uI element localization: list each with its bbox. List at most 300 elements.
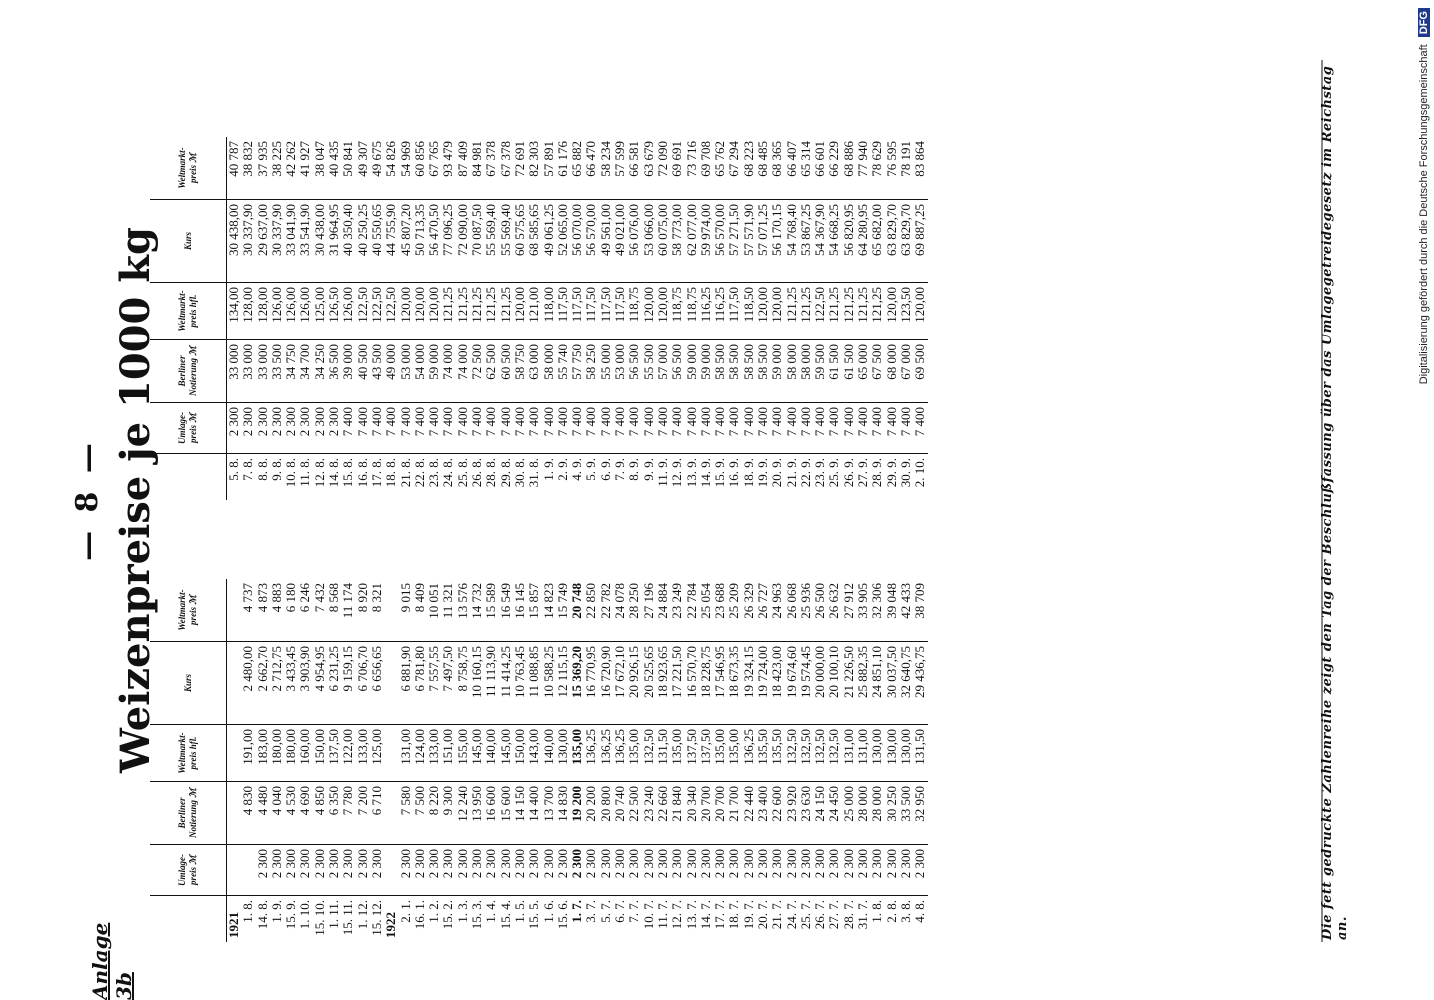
column-header-umlage: Umlage- preis ℳ — [150, 403, 227, 454]
cell-umlage: 2 300 — [270, 403, 284, 454]
table-row — [542, 579, 556, 942]
table-row — [227, 137, 242, 500]
cell-berliner: 36 500 — [327, 340, 341, 403]
cell-umlage: 2 300 — [284, 845, 298, 896]
table-row — [313, 579, 327, 942]
cell-welt: 42 433 — [899, 579, 913, 642]
cell-berliner: 54 000 — [413, 340, 427, 403]
table-row — [827, 137, 841, 500]
cell-umlage: 2 300 — [685, 845, 699, 896]
cell-kurs: 29 436,75 — [913, 642, 927, 725]
cell-welt: 15 857 — [527, 579, 541, 642]
cell-kurs: 54 768,40 — [785, 200, 799, 283]
table-row — [599, 137, 613, 500]
table-row — [256, 137, 270, 500]
cell-kurs: 15 369,20 — [570, 642, 584, 725]
cell-umlage: 2 300 — [513, 845, 527, 896]
cell-kurs: 30 438,00 — [313, 200, 327, 283]
cell-berliner: 58 250 — [584, 340, 598, 403]
cell-hfl: 117,50 — [556, 283, 570, 340]
cell-welt: 54 969 — [399, 137, 413, 200]
table-row — [756, 579, 770, 942]
cell-kurs: 16 570,70 — [685, 642, 699, 725]
cell-kurs: 6 881,90 — [399, 642, 413, 725]
cell-welt: 78 629 — [870, 137, 884, 200]
cell-kurs: 63 829,70 — [885, 200, 899, 283]
cell-welt: 67 294 — [727, 137, 741, 200]
cell-welt: 41 927 — [298, 137, 312, 200]
cell-umlage: 2 300 — [842, 845, 856, 896]
table-row — [613, 137, 627, 500]
cell-hfl — [227, 725, 242, 782]
cell-berliner: 15 600 — [499, 782, 513, 845]
table-row — [770, 137, 784, 500]
cell-hfl: 135,50 — [770, 725, 784, 782]
cell-kurs: 11 113,90 — [484, 642, 498, 725]
cell-kurs: 2 662,70 — [256, 642, 270, 725]
table-row — [356, 137, 370, 500]
cell-berliner: 14 830 — [556, 782, 570, 845]
cell-kurs: 44 755,90 — [384, 200, 398, 283]
cell-date: 1. 7. — [569, 900, 585, 923]
table-row — [613, 579, 627, 942]
cell-kurs: 57 271,50 — [727, 200, 741, 283]
cell-kurs: 54 668,25 — [827, 200, 841, 283]
table-row — [470, 137, 484, 500]
cell-berliner: 60 500 — [499, 340, 513, 403]
cell-berliner: 28 000 — [870, 782, 884, 845]
cell-kurs: 31 964,95 — [327, 200, 341, 283]
cell-welt: 66 581 — [627, 137, 641, 200]
cell-hfl: 118,75 — [627, 283, 641, 340]
cell-date: 1. 9. — [540, 458, 556, 481]
cell-date: 14. 8. — [326, 458, 342, 488]
cell-berliner: 62 500 — [484, 340, 498, 403]
cell-umlage: 7 400 — [870, 403, 884, 454]
cell-kurs: 65 682,00 — [870, 200, 884, 283]
cell-umlage: 7 400 — [613, 403, 627, 454]
cell-berliner: 68 000 — [885, 340, 899, 403]
cell-date: 6. 7. — [612, 900, 628, 923]
table-row — [441, 579, 455, 942]
cell-umlage: 2 300 — [785, 845, 799, 896]
cell-hfl: 135,00 — [727, 725, 741, 782]
appendix-label: Anlage 3b — [88, 922, 136, 1000]
cell-berliner: 57 000 — [656, 340, 670, 403]
cell-umlage: 7 400 — [599, 403, 613, 454]
table-row — [298, 137, 312, 500]
cell-berliner: 55 500 — [642, 340, 656, 403]
cell-date: 15. 5. — [526, 900, 542, 930]
cell-berliner: 21 700 — [727, 782, 741, 845]
cell-hfl: 117,50 — [613, 283, 627, 340]
cell-date: 5. 9. — [583, 458, 599, 481]
cell-welt: 20 748 — [570, 579, 584, 642]
cell-berliner: 55 740 — [556, 340, 570, 403]
cell-berliner: 33 500 — [899, 782, 913, 845]
cell-kurs — [384, 642, 398, 725]
table-row — [870, 579, 884, 942]
cell-hfl: 130,00 — [556, 725, 570, 782]
cell-umlage: 2 300 — [399, 845, 413, 896]
cell-umlage: 7 400 — [699, 403, 713, 454]
cell-hfl: 122,50 — [356, 283, 370, 340]
cell-hfl: 120,00 — [913, 283, 927, 340]
cell-hfl: 131,50 — [656, 725, 670, 782]
table-row — [399, 137, 413, 500]
cell-umlage: 2 300 — [370, 845, 384, 896]
cell-hfl: 116,25 — [713, 283, 727, 340]
table-row — [642, 137, 656, 500]
cell-berliner: 53 000 — [399, 340, 413, 403]
cell-date: 2. 1. — [397, 900, 413, 923]
cell-date: 31. 8. — [526, 458, 542, 488]
cell-date: 29. 9. — [883, 458, 899, 488]
cell-umlage: 7 400 — [513, 403, 527, 454]
cell-welt: 69 708 — [699, 137, 713, 200]
cell-berliner: 22 660 — [656, 782, 670, 845]
cell-hfl: 120,00 — [427, 283, 441, 340]
cell-berliner: 22 440 — [742, 782, 756, 845]
table-row — [313, 137, 327, 500]
cell-berliner: 34 700 — [298, 340, 312, 403]
cell-umlage: 2 300 — [670, 845, 684, 896]
column-header-date — [150, 896, 227, 943]
cell-date: 20. 9. — [769, 458, 785, 488]
cell-hfl: 133,00 — [427, 725, 441, 782]
table-row — [270, 579, 284, 942]
cell-kurs: 56 570,00 — [713, 200, 727, 283]
cell-date: 1. 5. — [511, 900, 527, 923]
cell-umlage: 7 400 — [527, 403, 541, 454]
cell-umlage: 7 400 — [570, 403, 584, 454]
cell-kurs: 10 160,15 — [470, 642, 484, 725]
table-row — [656, 579, 670, 942]
cell-hfl: 140,00 — [484, 725, 498, 782]
cell-kurs: 19 674,60 — [785, 642, 799, 725]
cell-hfl: 145,00 — [499, 725, 513, 782]
cell-welt: 40 787 — [227, 137, 242, 200]
cell-umlage: 7 400 — [785, 403, 799, 454]
cell-umlage: 7 400 — [856, 403, 870, 454]
cell-date: 12. 7. — [669, 900, 685, 930]
cell-kurs: 30 337,90 — [270, 200, 284, 283]
table-row — [827, 579, 841, 942]
digitization-text: Digitalisierung gefördert durch die Deutsche Forschungsgemeinschaft — [1418, 44, 1430, 385]
cell-welt: 93 479 — [441, 137, 455, 200]
cell-kurs: 2 712,75 — [270, 642, 284, 725]
cell-hfl: 123,50 — [899, 283, 913, 340]
cell-umlage — [227, 845, 242, 896]
cell-welt: 38 709 — [913, 579, 927, 642]
cell-welt: 7 432 — [313, 579, 327, 642]
cell-berliner: 67 000 — [899, 340, 913, 403]
cell-hfl: 134,00 — [227, 283, 242, 340]
cell-welt: 26 632 — [827, 579, 841, 642]
cell-date: 24. 7. — [783, 900, 799, 930]
cell-berliner: 16 600 — [484, 782, 498, 845]
cell-berliner: 13 950 — [470, 782, 484, 845]
cell-berliner: 8 220 — [427, 782, 441, 845]
cell-kurs: 6 706,70 — [356, 642, 370, 725]
table-row — [770, 579, 784, 942]
cell-date: 21. 9. — [783, 458, 799, 488]
cell-hfl: 122,00 — [341, 725, 355, 782]
cell-date: 2. 9. — [554, 458, 570, 481]
cell-kurs: 19 324,15 — [742, 642, 756, 725]
cell-umlage: 7 400 — [441, 403, 455, 454]
cell-berliner: 13 700 — [542, 782, 556, 845]
cell-welt: 4 737 — [241, 579, 255, 642]
cell-kurs — [227, 642, 242, 725]
cell-welt: 26 727 — [756, 579, 770, 642]
cell-kurs: 6 231,25 — [327, 642, 341, 725]
cell-berliner: 33 000 — [241, 340, 255, 403]
cell-umlage: 2 300 — [413, 845, 427, 896]
cell-kurs: 8 758,75 — [456, 642, 470, 725]
cell-umlage: 2 300 — [556, 845, 570, 896]
cell-welt: 69 691 — [670, 137, 684, 200]
cell-date: 15. 10. — [311, 900, 327, 936]
table-row — [542, 137, 556, 500]
cell-kurs: 11 088,85 — [527, 642, 541, 725]
table-row — [785, 579, 799, 942]
cell-umlage: 7 400 — [584, 403, 598, 454]
cell-berliner: 55 000 — [599, 340, 613, 403]
cell-berliner: 4 690 — [298, 782, 312, 845]
cell-date: 1. 10. — [297, 900, 313, 930]
table-row — [570, 579, 584, 942]
column-header-umlage: Umlage- preis ℳ — [150, 845, 227, 896]
cell-umlage: 7 400 — [642, 403, 656, 454]
column-header-weltmarkt_hfl: Weltmarkt- preis hfl. — [150, 725, 227, 782]
cell-hfl: 151,00 — [441, 725, 455, 782]
cell-kurs: 18 673,35 — [727, 642, 741, 725]
cell-kurs: 72 090,00 — [456, 200, 470, 283]
cell-welt: 16 549 — [499, 579, 513, 642]
cell-kurs: 55 569,40 — [484, 200, 498, 283]
cell-hfl: 120,00 — [656, 283, 670, 340]
cell-berliner: 65 000 — [856, 340, 870, 403]
cell-welt: 25 936 — [799, 579, 813, 642]
cell-berliner: 24 150 — [813, 782, 827, 845]
cell-date: 7. 9. — [612, 458, 628, 481]
cell-hfl: 135,00 — [570, 725, 584, 782]
cell-date: 17. 7. — [712, 900, 728, 930]
cell-berliner: 34 750 — [284, 340, 298, 403]
cell-date: 17. 8. — [368, 458, 384, 488]
cell-welt: 67 378 — [484, 137, 498, 200]
cell-date: 3. 7. — [583, 900, 599, 923]
cell-hfl: 137,50 — [685, 725, 699, 782]
cell-kurs: 25 882,35 — [856, 642, 870, 725]
cell-date: 22. 9. — [797, 458, 813, 488]
table-row — [799, 579, 813, 942]
cell-welt: 68 485 — [756, 137, 770, 200]
cell-welt: 57 891 — [542, 137, 556, 200]
table-row — [685, 137, 699, 500]
cell-umlage: 2 300 — [899, 845, 913, 896]
cell-hfl: 118,50 — [742, 283, 756, 340]
cell-umlage: 7 400 — [842, 403, 856, 454]
cell-welt: 25 209 — [727, 579, 741, 642]
cell-date: 8. 8. — [254, 458, 270, 481]
cell-date: 5. 8. — [226, 458, 241, 481]
cell-date: 14. 8. — [254, 900, 270, 930]
cell-date: 1922 — [383, 912, 399, 938]
cell-date: 28. 9. — [869, 458, 885, 488]
cell-date: 14. 7. — [697, 900, 713, 930]
cell-umlage: 2 300 — [327, 845, 341, 896]
cell-date: 1. 4. — [483, 900, 499, 923]
cell-date: 16. 1. — [411, 900, 427, 930]
cell-berliner: 22 500 — [627, 782, 641, 845]
page-title: Weizenpreise je 1000 kg — [112, 227, 159, 773]
cell-date: 12. 9. — [669, 458, 685, 488]
cell-hfl: 160,00 — [298, 725, 312, 782]
table-row — [370, 579, 384, 942]
cell-kurs: 63 829,70 — [899, 200, 913, 283]
cell-kurs: 4 954,95 — [313, 642, 327, 725]
cell-welt: 24 078 — [613, 579, 627, 642]
table-row — [627, 137, 641, 500]
cell-date: 31. 7. — [855, 900, 871, 930]
cell-welt: 63 679 — [642, 137, 656, 200]
table-row — [899, 579, 913, 942]
cell-hfl: 126,00 — [270, 283, 284, 340]
cell-hfl: 117,50 — [570, 283, 584, 340]
cell-date: 15. 3. — [469, 900, 485, 930]
cell-kurs: 3 903,90 — [298, 642, 312, 725]
cell-kurs: 17 546,95 — [713, 642, 727, 725]
cell-welt: 23 249 — [670, 579, 684, 642]
cell-hfl: 131,00 — [856, 725, 870, 782]
cell-kurs: 24 851,10 — [870, 642, 884, 725]
cell-berliner: 59 000 — [685, 340, 699, 403]
cell-berliner: 20 700 — [713, 782, 727, 845]
cell-umlage: 2 300 — [570, 845, 584, 896]
cell-hfl: 117,50 — [584, 283, 598, 340]
cell-hfl: 126,00 — [284, 283, 298, 340]
cell-kurs: 9 159,15 — [341, 642, 355, 725]
cell-umlage: 7 400 — [670, 403, 684, 454]
cell-umlage: 2 300 — [484, 845, 498, 896]
cell-hfl: 116,25 — [699, 283, 713, 340]
table-row — [484, 137, 498, 500]
cell-kurs: 29 637,00 — [256, 200, 270, 283]
cell-hfl: 136,25 — [584, 725, 598, 782]
dfg-logo: DFG — [1418, 8, 1430, 37]
cell-date: 11. 7. — [654, 900, 670, 929]
cell-umlage: 7 400 — [556, 403, 570, 454]
cell-berliner: 23 240 — [642, 782, 656, 845]
cell-hfl: 180,00 — [284, 725, 298, 782]
cell-kurs: 70 087,50 — [470, 200, 484, 283]
cell-welt — [384, 579, 398, 642]
cell-kurs: 64 280,95 — [856, 200, 870, 283]
cell-berliner: 59 000 — [427, 340, 441, 403]
column-header-weltmarkt_m: Weltmarkt- preis ℳ — [150, 137, 227, 200]
cell-kurs: 20 000,00 — [813, 642, 827, 725]
cell-date: 8. 9. — [626, 458, 642, 481]
cell-welt — [227, 579, 242, 642]
cell-umlage: 7 400 — [742, 403, 756, 454]
cell-date: 15. 9. — [283, 900, 299, 930]
cell-welt: 66 470 — [584, 137, 598, 200]
cell-kurs: 58 773,00 — [670, 200, 684, 283]
cell-welt: 77 940 — [856, 137, 870, 200]
cell-date: 2. 10. — [912, 458, 928, 488]
left-price-table — [150, 579, 928, 942]
cell-welt: 32 306 — [870, 579, 884, 642]
cell-kurs: 20 525,65 — [642, 642, 656, 725]
cell-hfl: 145,00 — [470, 725, 484, 782]
table-row — [727, 579, 741, 942]
cell-berliner: 24 450 — [827, 782, 841, 845]
cell-welt: 60 856 — [413, 137, 427, 200]
cell-hfl: 121,25 — [470, 283, 484, 340]
cell-welt: 26 500 — [813, 579, 827, 642]
cell-hfl: 133,00 — [356, 725, 370, 782]
cell-welt: 28 250 — [627, 579, 641, 642]
cell-hfl: 118,00 — [542, 283, 556, 340]
cell-hfl: 130,00 — [899, 725, 913, 782]
cell-kurs: 30 037,50 — [885, 642, 899, 725]
table-row — [599, 579, 613, 942]
table-row — [341, 137, 355, 500]
cell-umlage: 7 400 — [685, 403, 699, 454]
cell-kurs: 11 414,25 — [499, 642, 513, 725]
table-row — [456, 579, 470, 942]
cell-date: 26. 7. — [812, 900, 828, 930]
table-row — [713, 137, 727, 500]
cell-berliner: 74 000 — [441, 340, 455, 403]
cell-hfl: 120,00 — [770, 283, 784, 340]
cell-berliner: 21 840 — [670, 782, 684, 845]
cell-hfl: 120,00 — [642, 283, 656, 340]
table-row — [513, 137, 527, 500]
table-row — [384, 137, 398, 500]
cell-kurs: 17 221,50 — [670, 642, 684, 725]
cell-hfl: 120,00 — [885, 283, 899, 340]
table-row — [499, 137, 513, 500]
cell-welt: 11 174 — [341, 579, 355, 642]
cell-kurs: 56 070,00 — [570, 200, 584, 283]
cell-hfl: 128,00 — [256, 283, 270, 340]
cell-welt: 73 716 — [685, 137, 699, 200]
cell-hfl: 137,50 — [327, 725, 341, 782]
cell-hfl: 131,50 — [913, 725, 927, 782]
cell-umlage: 2 300 — [856, 845, 870, 896]
cell-welt: 76 595 — [885, 137, 899, 200]
cell-umlage: 7 400 — [885, 403, 899, 454]
cell-date: 28. 7. — [840, 900, 856, 930]
table-row — [813, 137, 827, 500]
cell-welt: 49 675 — [370, 137, 384, 200]
cell-date: 4. 8. — [912, 900, 928, 923]
cell-umlage: 7 400 — [913, 403, 927, 454]
cell-date: 22. 8. — [411, 458, 427, 488]
cell-kurs: 56 076,00 — [627, 200, 641, 283]
cell-umlage: 7 400 — [727, 403, 741, 454]
cell-hfl: 121,25 — [842, 283, 856, 340]
column-header-berliner: Berliner Notierung ℳ — [150, 340, 227, 403]
cell-welt: 87 409 — [456, 137, 470, 200]
cell-date: 23. 8. — [426, 458, 442, 488]
table-row — [856, 579, 870, 942]
footnote: Die fett gedruckte Zahlenreihe zeigt den Tag der Beschlußfassung über das Umlagegetreidegesetz im Reichstag an. — [1320, 65, 1350, 940]
cell-berliner: 59 000 — [770, 340, 784, 403]
